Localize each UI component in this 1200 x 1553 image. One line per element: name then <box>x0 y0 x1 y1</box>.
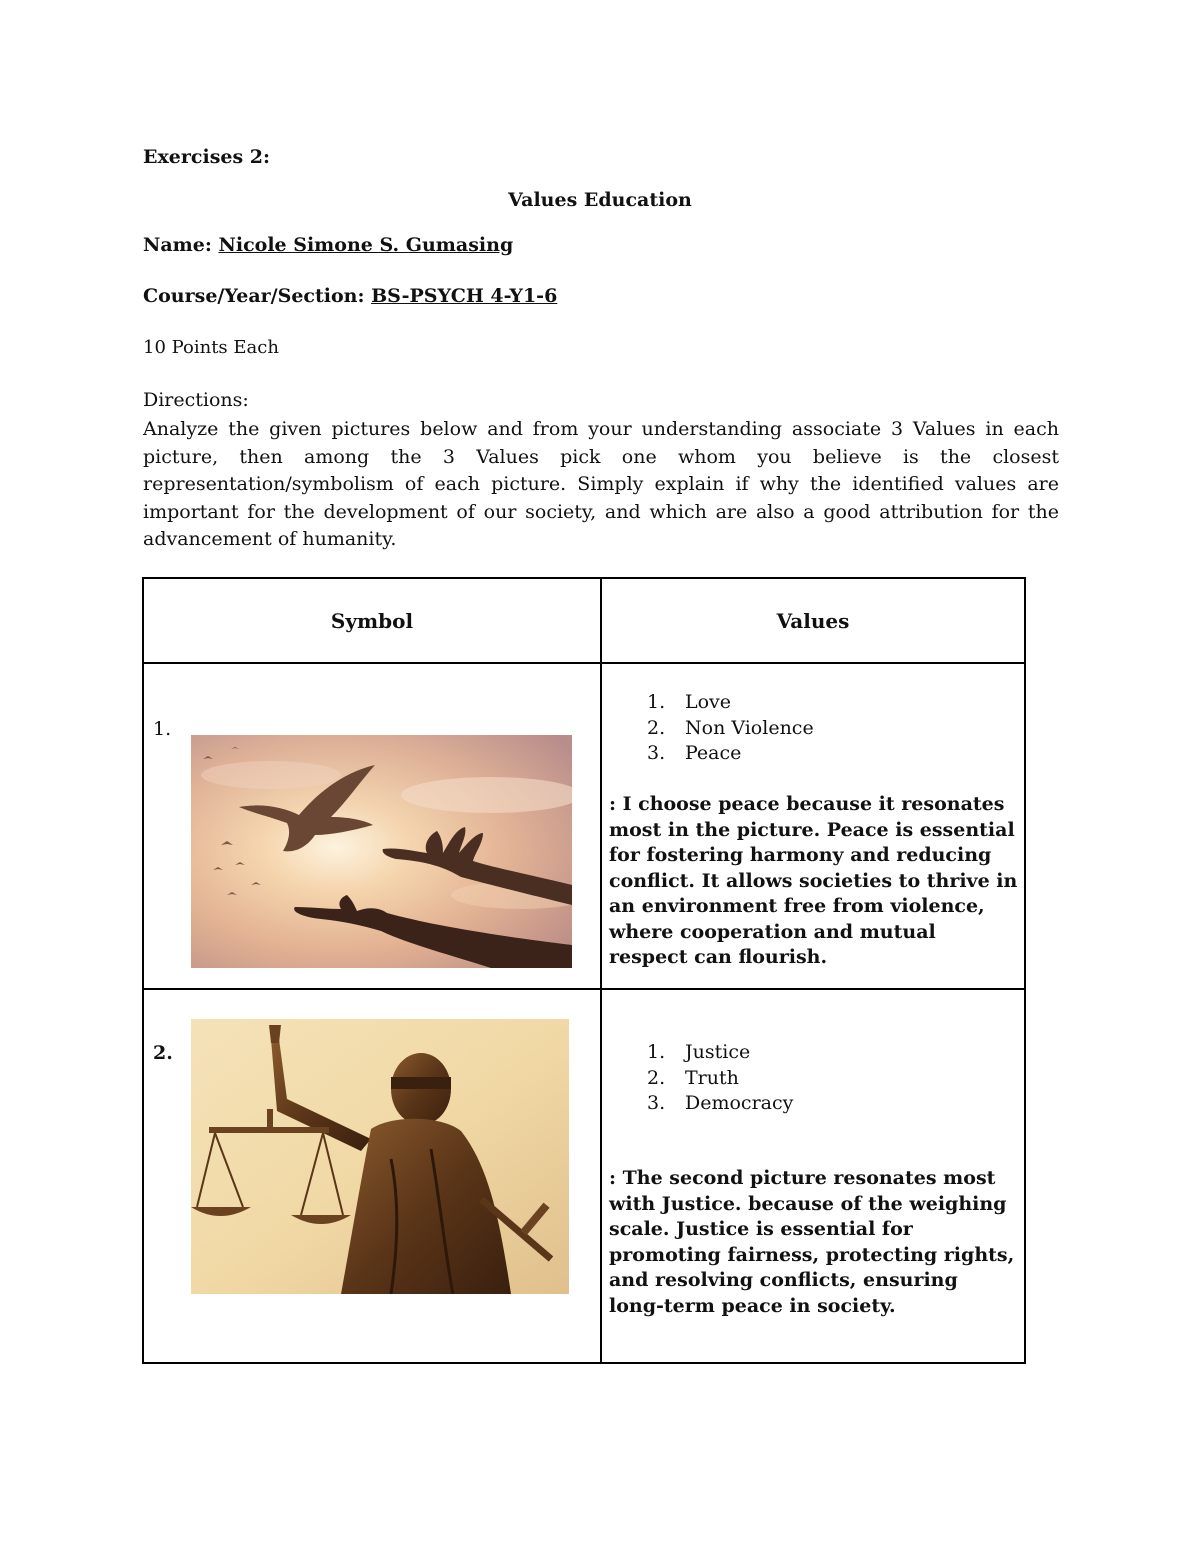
list-item-number: 1. <box>647 691 666 713</box>
course-label: Course/Year/Section: <box>143 285 372 307</box>
list-item <box>647 1066 793 1092</box>
values-table <box>142 577 1026 1364</box>
directions-text: Analyze the given pictures below and from your understanding associate 3 Values in each picture, then among the 3 Values pick one whom you believe is the closest representation/symbolism of each picture. Simply explain if why the identified values are important for the development of our society, and which are also a good attribution for the advancement of humanity. <box>143 418 1059 550</box>
list-item <box>647 716 814 742</box>
list-item <box>647 690 814 716</box>
header-values: Values <box>776 609 850 633</box>
list-item <box>647 1091 793 1117</box>
name-line <box>143 234 513 256</box>
list-item-number: 2. <box>647 716 666 739</box>
header-symbol: Symbol <box>330 609 414 633</box>
points-note: 10 Points Each <box>143 337 279 358</box>
list-item-number: 3. <box>647 742 666 764</box>
list-item-label: Love <box>685 691 732 713</box>
table-border-left <box>142 577 144 1364</box>
table-header-divider <box>142 662 1026 664</box>
table-border-top <box>142 577 1026 579</box>
row-2-values-list <box>647 1040 793 1117</box>
directions-label: Directions: <box>143 389 249 411</box>
row-2-number: 2. <box>153 1042 173 1064</box>
list-item-label: Peace <box>685 742 742 764</box>
table-border-bottom <box>142 1362 1026 1364</box>
name-value: Nicole Simone S. Gumasing <box>218 234 514 256</box>
list-item <box>647 741 814 767</box>
row-1-number: 1. <box>153 718 172 740</box>
table-border-right <box>1024 577 1026 1364</box>
course-value: BS-PSYCH 4-Y1-6 <box>371 285 558 307</box>
list-item-label: Truth <box>685 1066 739 1089</box>
row-2-explanation: : The second picture resonates most with Justice. because of the weighing scale. Justice is essential for promoting fairness, protecting rights, and resolving conflicts, ensuring long-term peace in society. <box>609 1167 1015 1317</box>
list-item-label: Justice <box>685 1041 751 1063</box>
table-column-divider <box>600 577 602 1364</box>
exercise-title: Exercises 2: <box>143 146 271 168</box>
row-1-explanation: : I choose peace because it resonates most in the picture. Peace is essential for fostering harmony and reducing conflict. It allows societies to thrive in an environment free from violence, where cooperation and mutual respect can flourish. <box>609 793 1018 968</box>
lady-justice-image <box>191 1019 569 1294</box>
list-item-label: Democracy <box>685 1092 794 1114</box>
list-item-number: 1. <box>647 1041 666 1063</box>
list-item-number: 2. <box>647 1066 666 1089</box>
list-item-label: Non Violence <box>685 716 814 739</box>
course-line <box>143 285 557 307</box>
name-label: Name: <box>143 234 219 256</box>
document-title: Values Education <box>508 189 692 211</box>
row-1-values-list <box>647 690 814 767</box>
list-item-number: 3. <box>647 1092 666 1114</box>
dove-hands-image <box>191 735 572 968</box>
list-item <box>647 1040 793 1066</box>
table-row-divider <box>142 988 1026 990</box>
